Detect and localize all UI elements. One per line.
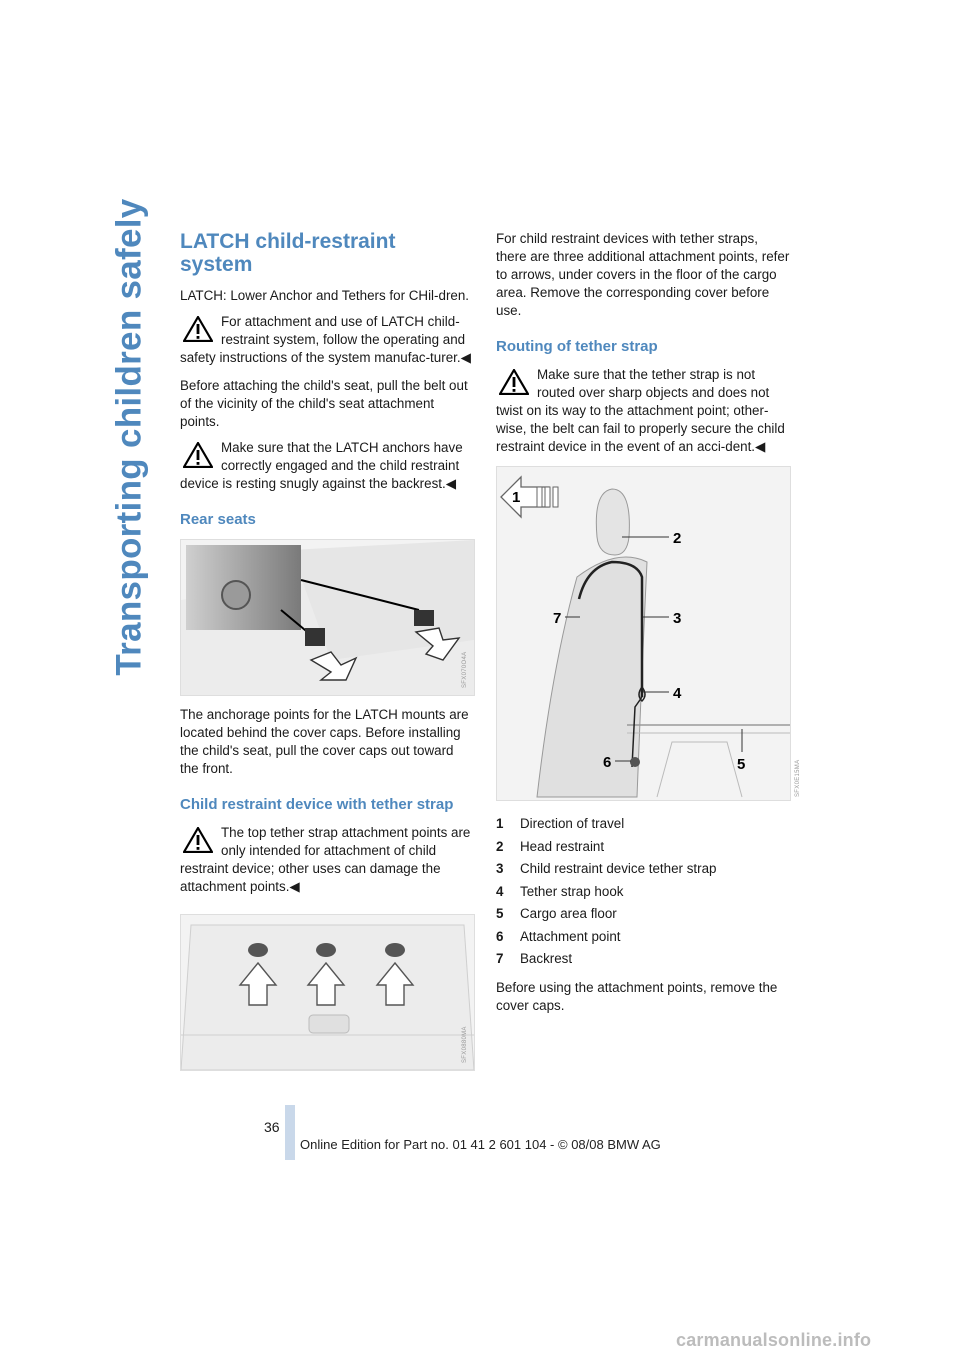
callout-5: 5 [737, 756, 746, 773]
body-text: Before using the attachment points, remove the cover caps. [496, 979, 778, 1013]
subheading-tether: Child restraint device with tether strap [180, 796, 454, 813]
tether-routing-illustration [497, 467, 790, 800]
end-mark: ◀ [755, 439, 766, 454]
figure-code: SFX070O4A [462, 651, 468, 688]
callout-4: 4 [673, 685, 682, 702]
legend-item: 1 Direction of travel [496, 816, 625, 831]
figure-code: SFX0E15MA [795, 759, 801, 797]
warning-text: For attachment and use of LATCH child-restraint system, follow the operating and safety instructions of the system manufac-turer. [180, 314, 466, 365]
warning-text: The top tether strap attachment points are only intended for attachment of child restraint device; other uses can damage the attachment points. [180, 825, 471, 894]
end-mark: ◀ [445, 476, 457, 491]
subheading-rear-seats: Rear seats [180, 511, 256, 528]
rear-seats-figure [180, 539, 475, 696]
cargo-floor-figure [180, 914, 475, 1071]
warning-block [496, 366, 790, 456]
body-text: The anchorage points for the LATCH mounts are located behind the cover caps. Before installing the child's seat, pull the cover caps out toward the front. [180, 707, 469, 776]
legend-item: 4 Tether strap hook [496, 883, 624, 899]
side-title [100, 198, 160, 676]
edition-text: Online Edition for Part no. 01 41 2 601 104 - © 08/08 BMW AG [300, 1137, 661, 1152]
warning-block [180, 824, 472, 896]
warning-icon [183, 316, 213, 342]
warning-block [180, 439, 472, 493]
legend-item: 6 Attachment point [496, 928, 621, 944]
tether-routing-figure [496, 466, 801, 801]
callout-7: 7 [553, 610, 562, 627]
intro-text: LATCH: Lower Anchor and Tethers for CHil-dren. [180, 288, 470, 303]
body-text: Before attaching the child's seat, pull the belt out of the vicinity of the child's seat attachment points. [180, 378, 468, 429]
end-mark: ◀ [460, 350, 471, 365]
warning-block [180, 313, 472, 367]
callout-6: 6 [603, 754, 612, 771]
subheading-routing: Routing of tether strap [496, 338, 658, 355]
cargo-floor-illustration [181, 915, 474, 1070]
page-number: 36 [264, 1119, 280, 1135]
body-text: For child restraint devices with tether straps, there are three additional attachment points, refer to arrows, under covers in the floor of the cargo area. Remove the corresponding cover before use. [496, 231, 790, 318]
callout-3: 3 [673, 610, 682, 627]
side-title-text: Transporting children safely [110, 198, 149, 676]
warning-icon [499, 369, 529, 395]
end-mark: ◀ [289, 879, 300, 894]
figure-legend [496, 813, 790, 971]
callout-2: 2 [673, 530, 682, 547]
legend-item: 3 Child restraint device tether strap [496, 861, 717, 876]
rear-seats-illustration [181, 540, 474, 695]
watermark: carmanualsonline.info [676, 1330, 872, 1350]
left-column [180, 230, 472, 1071]
callout-1: 1 [512, 489, 521, 506]
figure-code: SFX0880MA [462, 1026, 468, 1063]
warning-icon [183, 442, 213, 468]
warning-icon [183, 827, 213, 853]
legend-item: 2 Head restraint [496, 838, 605, 854]
footer-bar [285, 1105, 295, 1160]
legend-item: 5 Cargo area floor [496, 906, 617, 921]
warning-text: Make sure that the LATCH anchors have correctly engaged and the child restraint device is resting snugly against the backrest. [180, 440, 463, 491]
warning-text: Make sure that the tether strap is not routed over sharp objects and does not twist on its way to the attachment point; other-wise, the belt can fail to properly secure the child restraint device in the event of an acci-dent. [496, 367, 785, 454]
section-heading: LATCH child-restraint system [180, 230, 396, 276]
legend-item: 7 Backrest [496, 951, 573, 966]
right-column [496, 230, 801, 1023]
